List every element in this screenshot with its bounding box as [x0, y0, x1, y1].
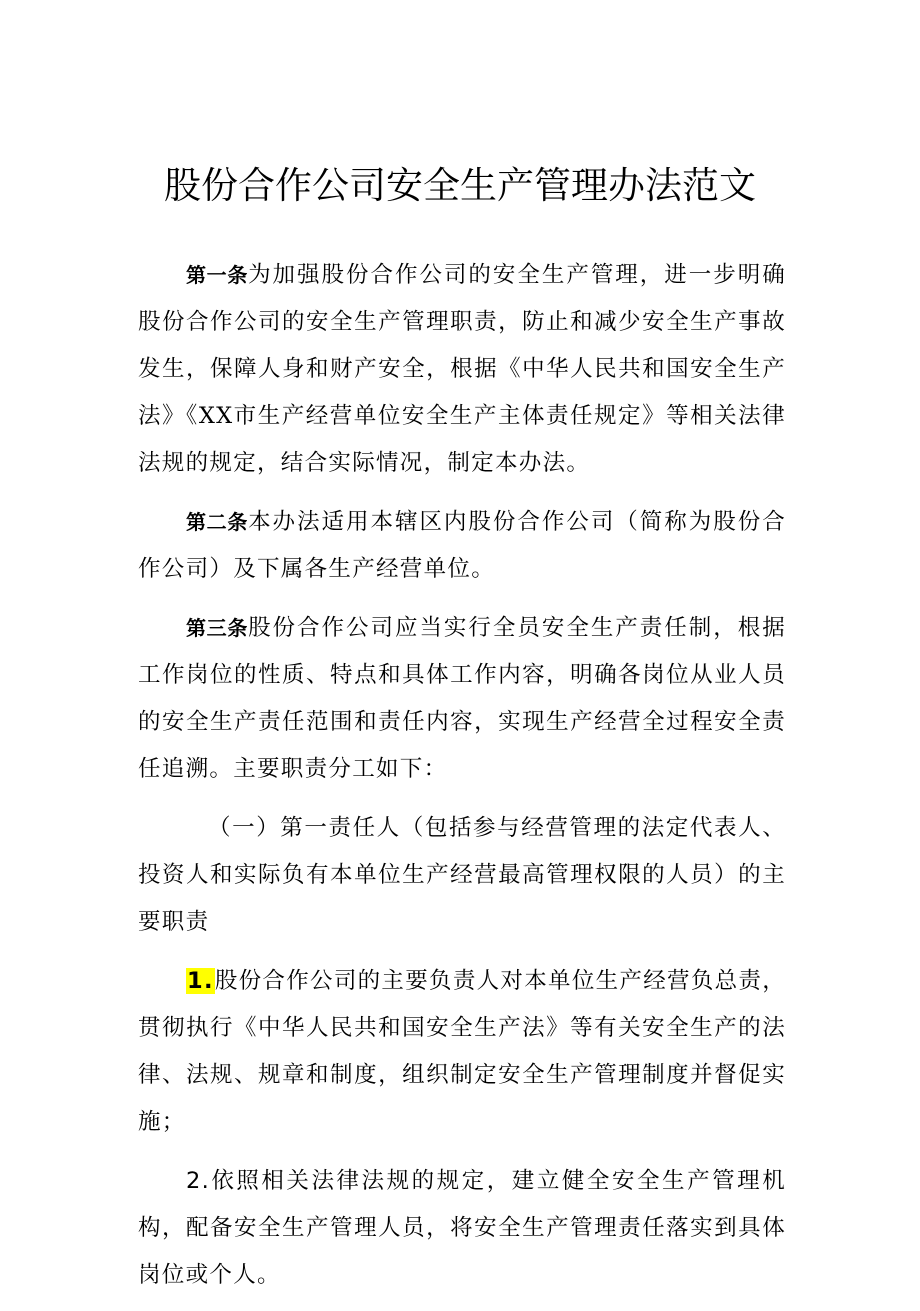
- article-1: [138, 252, 786, 487]
- item-1: [138, 958, 786, 1146]
- article-1-text: 为加强股份合作公司的安全生产管理，进一步明确股份合作公司的安全生产管理职责，防止和减少安全生产事故发生，保障人身和财产安全，根据《中华人民共和国安全生产法》《XX市生产经营单位安全生产主体责任规定》等相关法律法规的规定，结合实际情况，制定本办法。: [138, 262, 787, 476]
- section-one-heading: （一）第一责任人（包括参与经营管理的法定代表人、投资人和实际负有本单位生产经营最高管理权限的人员）的主要职责: [138, 815, 786, 935]
- article-3: [138, 605, 786, 793]
- article-3-text: 股份合作公司应当实行全员安全生产责任制，根据工作岗位的性质、特点和具体工作内容，明确各岗位从业人员的安全生产责任范围和责任内容，实现生产经营全过程安全责任追溯。主要职责分工如下：: [138, 615, 787, 782]
- article-2-text: 本办法适用本辖区内股份合作公司（简称为股份合作公司）及下属各生产经营单位。: [138, 509, 787, 582]
- article-2-label: 第二条: [186, 510, 249, 534]
- document-title: 股份合作公司安全生产管理办法范文: [164, 164, 756, 207]
- item-2-number: 2.: [186, 1168, 211, 1194]
- item-2-text: 依照相关法律法规的规定，建立健全安全生产管理机构，配备安全生产管理人员，将安全生产管理责任落实到具体岗位或个人。: [138, 1168, 786, 1288]
- item-1-number: 1.: [187, 968, 214, 994]
- document-body: [138, 252, 786, 1311]
- article-2: [138, 499, 786, 593]
- item-1-text: 股份合作公司的主要负责人对本单位生产经营负总责，贯彻执行《中华人民共和国安全生产法》等有关安全生产的法律、法规、规章和制度，组织制定安全生产管理制度并督促实施；: [138, 968, 787, 1135]
- article-3-label: 第三条: [186, 616, 249, 640]
- article-1-label: 第一条: [186, 263, 249, 287]
- item-2: [138, 1158, 786, 1299]
